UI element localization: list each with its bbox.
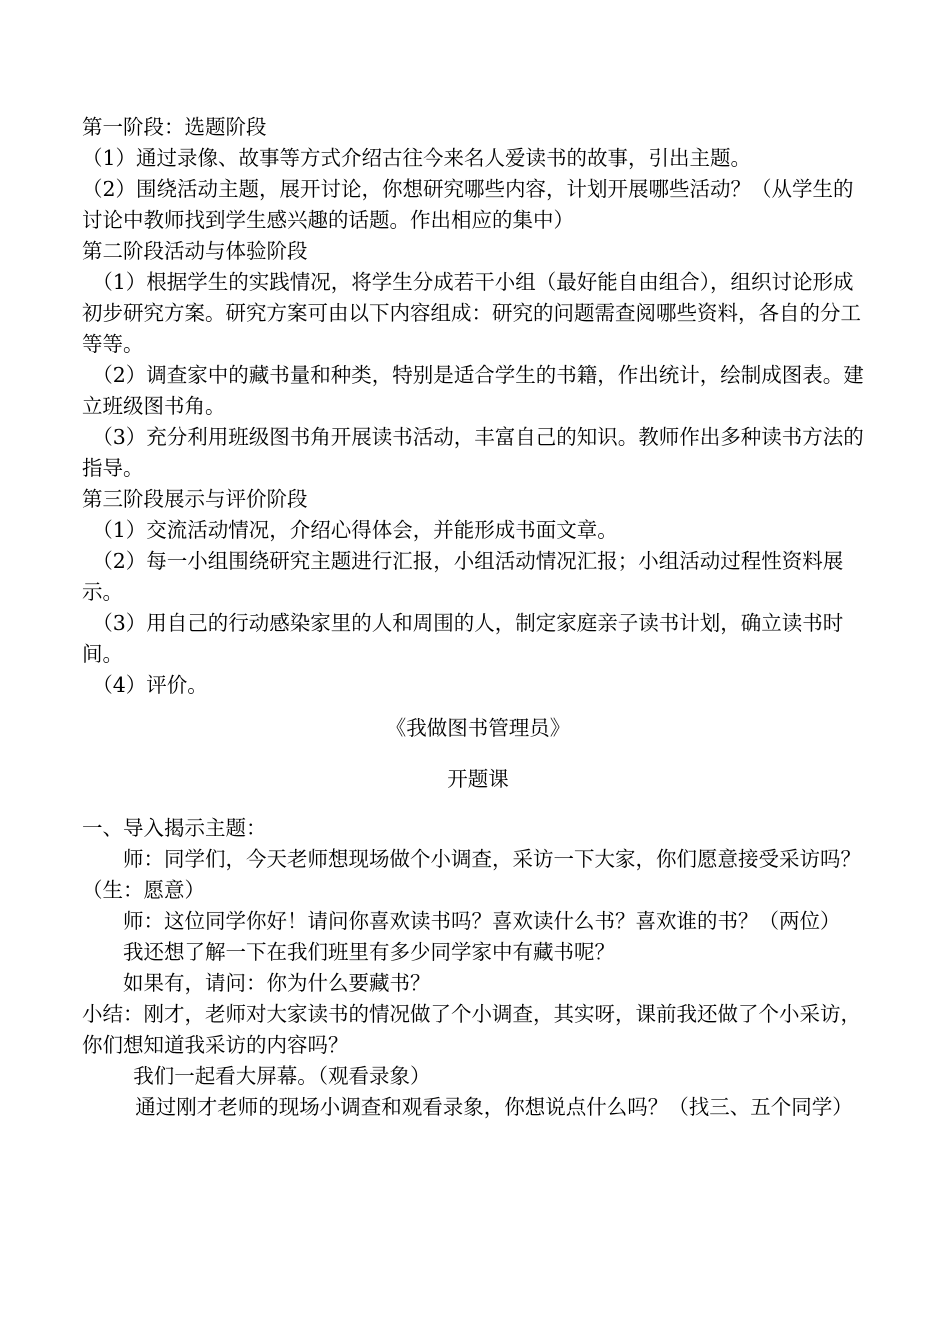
- stage3-item-4: （4）评价。: [92, 673, 208, 697]
- lesson-question: 通过刚才老师的现场小调查和观看录象，你想说点什么吗？（找三、五个同学）: [135, 1095, 853, 1119]
- stage2-item-3: （3）充分利用班级图书角开展读书活动，丰富自己的知识。教师作出多种读书方法的指导。: [82, 425, 864, 480]
- lesson-paragraph-4: 如果有，请问：你为什么要藏书？: [123, 971, 431, 995]
- stage1-item-2: （2）围绕活动主题，展开讨论，你想研究哪些内容，计划开展哪些活动？（从学生的讨论中教师找到学生感兴趣的话题。作出相应的集中）: [82, 177, 854, 232]
- stage1-item-1: （1）通过录像、故事等方式介绍古往今来名人爱读书的故事，引出主题。: [82, 146, 752, 170]
- lesson-paragraph-2: 师：这位同学你好！请问你喜欢读书吗？喜欢读什么书？喜欢谁的书？（两位）: [123, 909, 841, 933]
- stage3-item-2: （2）每一小组围绕研究主题进行汇报，小组活动情况汇报；小组活动过程性资料展示。: [82, 549, 844, 604]
- document-body: [82, 112, 874, 1123]
- stage2-item-1: （1）根据学生的实践情况，将学生分成若干小组（最好能自由组合），组织讨论形成初步研究方案。研究方案可由以下内容组成：研究的问题需查阅哪些资料，各自的分工等等。: [82, 270, 861, 356]
- lesson-watch: 我们一起看大屏幕。（观看录象）: [133, 1064, 431, 1088]
- stage3-item-3: （3）用自己的行动感染家里的人和周围的人，制定家庭亲子读书计划，确立读书时间。: [82, 611, 844, 666]
- stage2-heading: 第二阶段活动与体验阶段: [82, 239, 308, 263]
- lesson-summary: 小结：刚才，老师对大家读书的情况做了个小调查，其实呀，课前我还做了个小采访，你们想知道我采访的内容吗？: [82, 1002, 861, 1057]
- lesson-title: 《我做图书管理员》: [385, 716, 571, 740]
- lesson-subtitle: 开题课: [447, 767, 509, 791]
- lesson-paragraph-3: 我还想了解一下在我们班里有多少同学家中有藏书呢？: [123, 940, 615, 964]
- section-1-heading: 一、导入揭示主题：: [82, 816, 267, 840]
- stage3-heading: 第三阶段展示与评价阶段: [82, 487, 308, 511]
- stage2-item-2: （2）调查家中的藏书量和种类，特别是适合学生的书籍，作出统计，绘制成图表。建立班级图书角。: [82, 363, 864, 418]
- stage3-item-1: （1）交流活动情况，介绍心得体会，并能形成书面文章。: [92, 518, 618, 542]
- lesson-paragraph-1: 师：同学们，今天老师想现场做个小调查，采访一下大家，你们愿意接受采访吗？（生：愿意）: [82, 847, 861, 902]
- stage1-heading: 第一阶段：选题阶段: [82, 115, 267, 139]
